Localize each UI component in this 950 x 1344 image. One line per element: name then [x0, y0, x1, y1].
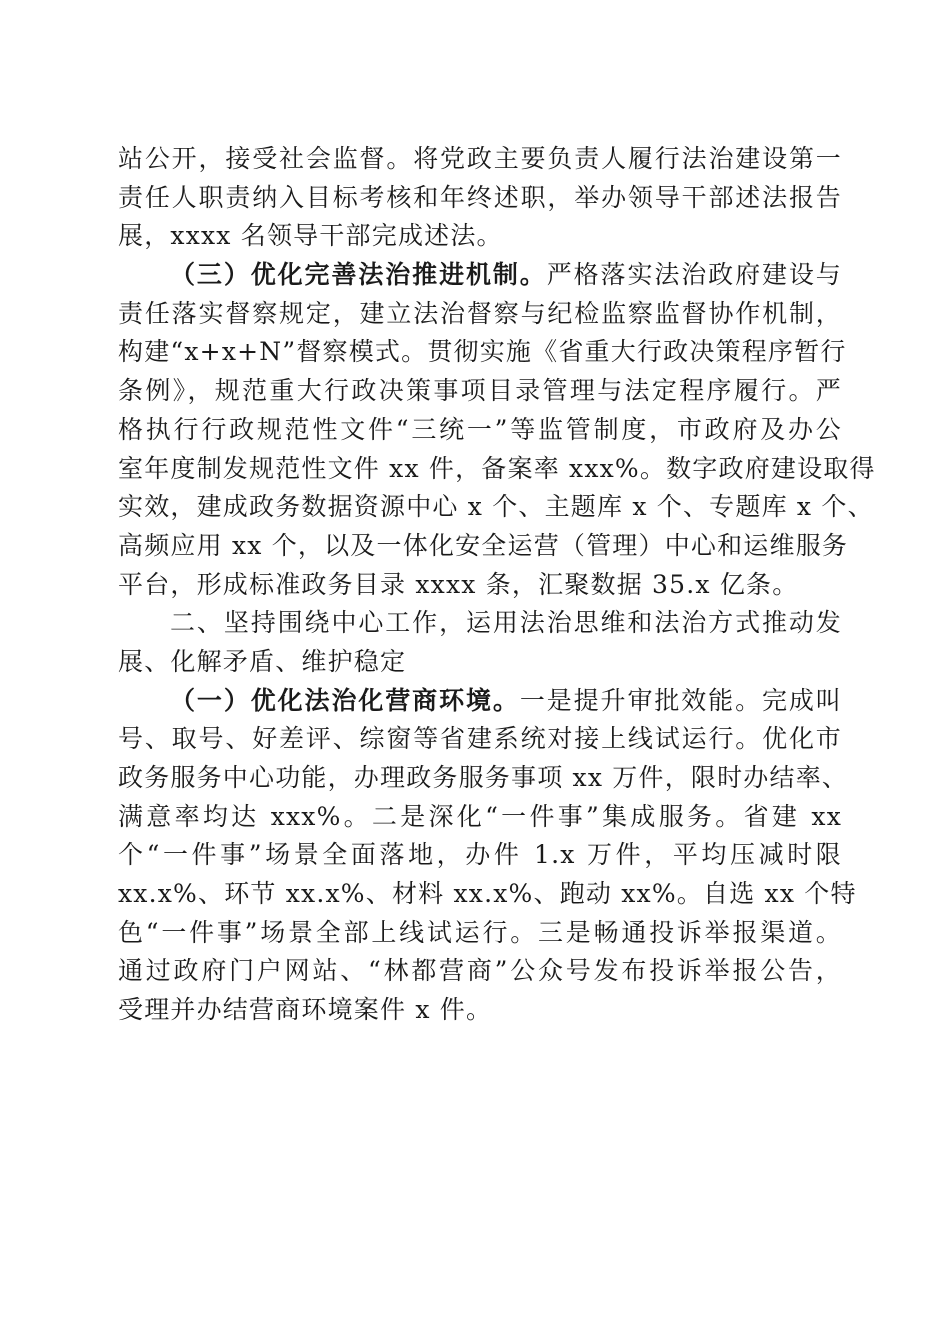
- section-text: 严格落实法治政府建设与: [546, 260, 842, 290]
- text-line: xx.x%、环节 xx.x%、材料 xx.x%、跑动 xx%。自选 xx 个特: [118, 879, 857, 909]
- text-line: 平台，形成标准政务目录 xxxx 条，汇聚数据 35.x 亿条。: [118, 569, 799, 599]
- text-line: 满意率均达 xxx%。二是深化“一件事”集成服务。省建 xx: [118, 801, 842, 831]
- text-line: 受理并办结营商环境案件 x 件。: [118, 995, 493, 1025]
- text-line: 责任落实督察规定，建立法治督察与纪检监察监督协作机制，: [118, 298, 842, 328]
- text-line: [118, 682, 842, 721]
- text-line: [118, 256, 842, 295]
- section-heading: （一）优化法治化营商环境。: [170, 685, 520, 715]
- text-line: 实效，建成政务数据资源中心 x 个、主题库 x 个、专题库 x 个、: [118, 492, 874, 522]
- text-line: 色“一件事”场景全部上线试运行。三是畅通投诉举报渠道。: [118, 917, 842, 947]
- text-line: 高频应用 xx 个，以及一体化安全运营（管理）中心和运维服务: [118, 530, 849, 560]
- paragraph-section-1: [118, 682, 857, 1030]
- text-line: 室年度制发规范性文件 xx 件，备案率 xxx%。数字政府建设取得: [118, 453, 876, 483]
- text-line: 号、取号、好差评、综窗等省建系统对接上线试运行。优化市: [118, 724, 842, 754]
- text-line: 格执行行政规范性文件“三统一”等监管制度，市政府及办公: [118, 414, 842, 444]
- text-line: 通过政府门户网站、“林都营商”公众号发布投诉举报公告，: [118, 956, 842, 986]
- text-line: 政务服务中心功能，办理政务服务事项 xx 万件，限时办结率、: [118, 763, 849, 792]
- section-heading: （三）优化完善法治推进机制。: [170, 260, 547, 290]
- chapter-heading-line: 二、坚持围绕中心工作，运用法治思维和法治方式推动发: [170, 608, 842, 638]
- text-line: 责任人职责纳入目标考核和年终述职，举办领导干部述法报告: [118, 182, 842, 212]
- paragraph-chapter-2-title: [118, 604, 842, 681]
- text-line: 展，xxxx 名领导干部完成述法。: [118, 221, 503, 251]
- paragraph-supervision: [118, 140, 842, 256]
- text-line: 个“一件事”场景全面落地，办件 1.x 万件，平均压减时限: [118, 840, 842, 870]
- document-page: [118, 140, 876, 1030]
- chapter-heading-line: 展、化解矛盾、维护稳定: [118, 646, 407, 676]
- text-line: 站公开，接受社会监督。将党政主要负责人履行法治建设第一: [118, 144, 842, 173]
- text-line: 构建“x+x+N”督察模式。贯彻实施《省重大行政决策程序暂行: [118, 337, 847, 367]
- text-line: 条例》，规范重大行政决策事项目录管理与法定程序履行。严: [118, 376, 842, 406]
- paragraph-section-3: [118, 256, 876, 604]
- section-text: 一是提升审批效能。完成叫: [519, 685, 842, 715]
